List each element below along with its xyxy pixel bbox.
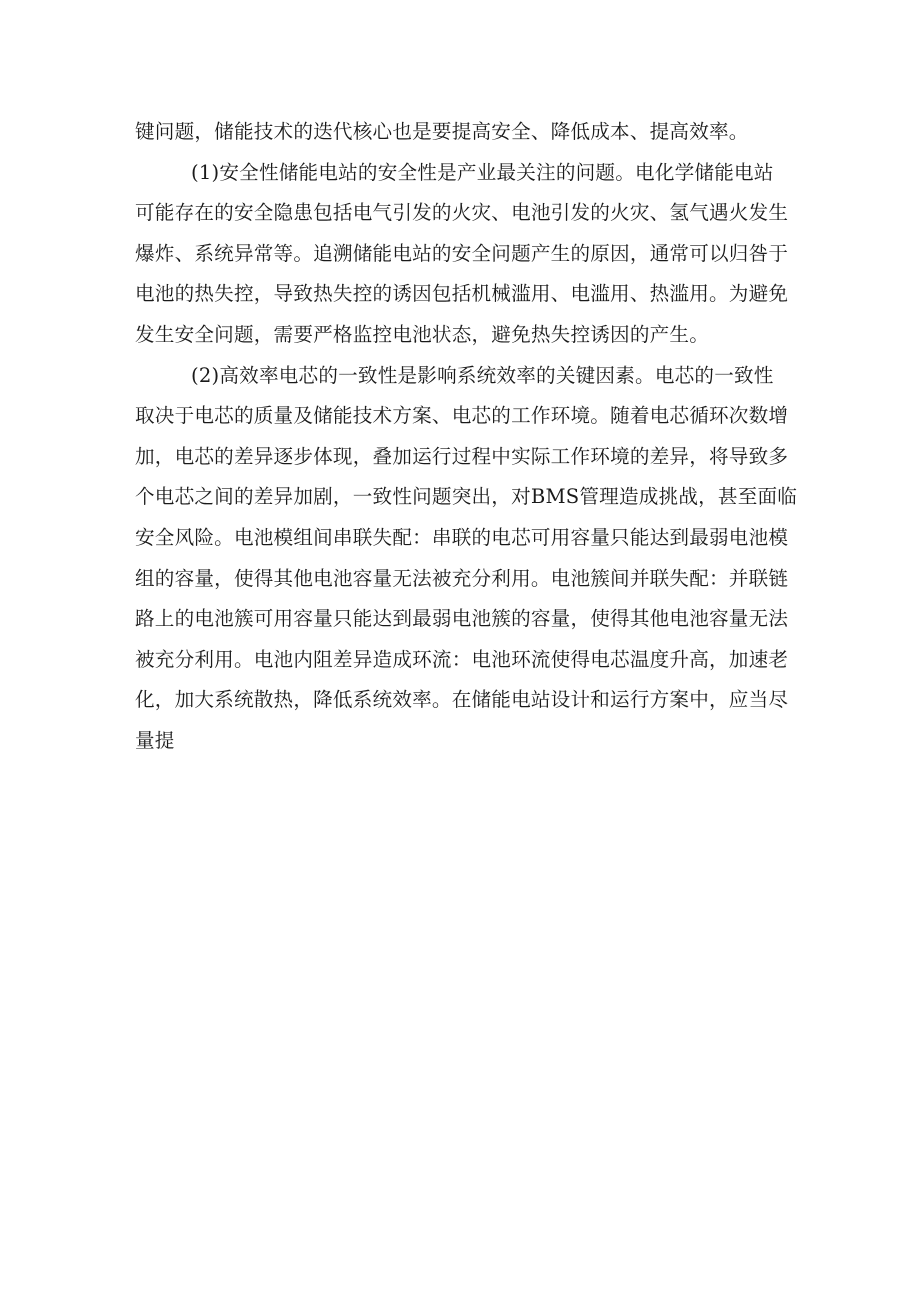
text-line: 发生安全问题，需要严格监控电池状态，避免热失控诱因的产生。 (135, 322, 710, 346)
text-line: 电池的热失控，导致热失控的诱因包括机械滥用、电滥用、热滥用。为避免 (135, 282, 789, 306)
text-line: 可能存在的安全隐患包括电气引发的火灾、电池引发的火灾、氢气遇火发生 (135, 201, 789, 225)
text-line: 被充分利用。电池内阻差异造成环流：电池环流使得电芯温度升高，加速老 (135, 647, 789, 671)
text-line: 取决于电芯的质量及储能技术方案、电芯的工作环境。随着电芯循环次数增 (135, 404, 789, 428)
document-body (135, 112, 798, 762)
text-line: 路上的电池簇可用容量只能达到最弱电池簇的容量，使得其他电池容量无法 (135, 607, 789, 631)
text-line: 化，加大系统散热，降低系统效率。在储能电站设计和运行方案中，应当尽 (135, 688, 789, 712)
text-line: 个电芯之间的差异加剧，一致性问题突出，对BMS管理造成挑战，甚至面临 (135, 485, 798, 509)
paragraph-1-start: (1)安全性储能电站的安全性是产业最关注的问题。电化学储能电站 (191, 160, 774, 184)
text-line: 安全风险。电池模组间串联失配：串联的电芯可用容量只能达到最弱电池模 (135, 525, 789, 549)
paragraph-2-start: (2)高效率电芯的一致性是影响系统效率的关键因素。电芯的一致性 (191, 363, 774, 387)
text-line: 爆炸、系统异常等。追溯储能电站的安全问题产生的原因，通常可以归咎于 (135, 241, 789, 265)
text-line: 组的容量，使得其他电池容量无法被充分利用。电池簇间并联失配：并联链 (135, 566, 789, 590)
text-line: 加，电芯的差异逐步体现，叠加运行过程中实际工作环境的差异，将导致多 (135, 444, 789, 468)
text-line: 量提 (135, 728, 175, 752)
text-line: 键问题，储能技术的迭代核心也是要提高安全、降低成本、提高效率。 (135, 120, 749, 143)
